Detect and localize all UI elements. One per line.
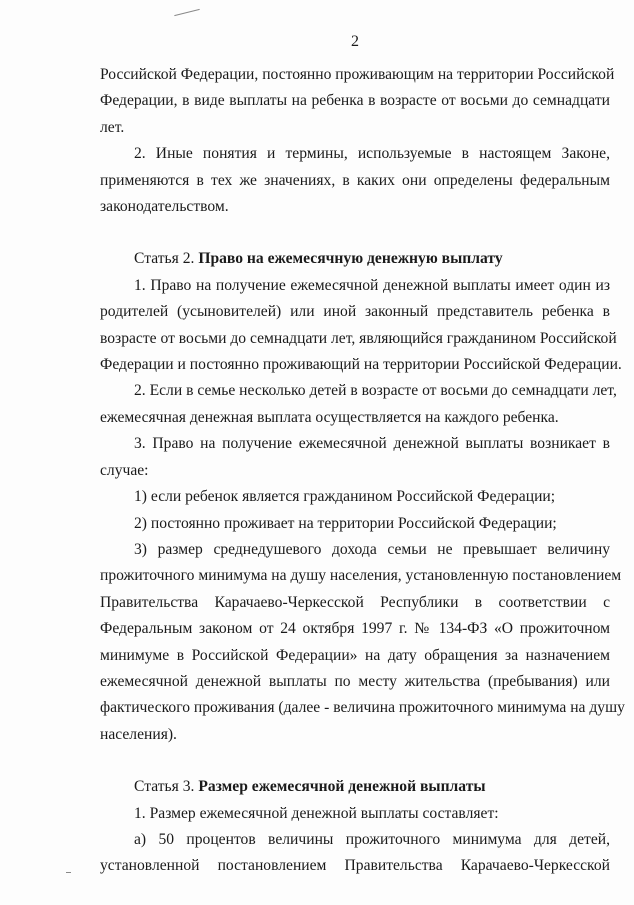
text-line: случае: <box>100 461 149 479</box>
scan-mark-top <box>174 9 199 16</box>
text-line: 2) постоянно проживает на территории Российской Федерации; <box>134 514 557 532</box>
text-line: ежемесячной денежной выплаты по месту жительства (пребывания) или <box>100 672 610 690</box>
text-line: 3. Право на получение ежемесячной денежной выплаты возникает в <box>134 435 610 453</box>
text-line: минимуме в Российской Федерации» на дату обращения за назначением <box>100 646 610 664</box>
text-line: а) 50 процентов величины прожиточного минимума для детей, <box>134 830 610 848</box>
article-2-heading <box>104 246 610 272</box>
text-line: фактического проживания (далее - величина прожиточного минимума на душу <box>100 699 625 717</box>
article-3-title: Размер ежемесячной денежной выплаты <box>198 778 486 796</box>
list-item-3 <box>100 537 625 748</box>
paragraph-article2-item3 <box>100 431 610 484</box>
text-line: лет. <box>100 118 125 136</box>
text-line: Федерации и постоянно проживающий на территории Российской Федерации. <box>100 356 622 374</box>
spacer <box>104 748 610 774</box>
article-3-prefix: Статья 3. <box>134 778 199 796</box>
paragraph-article2-item2 <box>100 378 617 431</box>
paragraph-article2-item1 <box>100 273 622 379</box>
text-line: Российской Федерации, постоянно проживающим на территории Российской <box>100 66 615 83</box>
text-line: 3) размер среднедушевого дохода семьи не превышает величину <box>134 540 610 558</box>
paragraph-article3-item1a <box>100 827 610 880</box>
article-3-heading <box>104 774 610 800</box>
text-line: возрасте от восьми до семнадцати лет, являющийся гражданином Российской <box>100 329 617 347</box>
article-2-prefix: Статья 2. <box>134 250 199 268</box>
page-number: 2 <box>351 33 359 50</box>
spacer <box>104 220 610 246</box>
text-line: законодательством. <box>100 198 229 216</box>
list-item-2 <box>104 511 610 537</box>
article-2-title: Право на ежемесячную денежную выплату <box>198 250 503 268</box>
text-line: Правительства Карачаево-Черкесской Республики в соответствии с <box>100 593 610 611</box>
text-line: применяются в тех же значениях, в каких они определены федеральным <box>100 171 610 189</box>
text-line: населения). <box>100 725 177 743</box>
paragraph-article3-item1 <box>104 801 610 827</box>
text-line: 1. Размер ежемесячной денежной выплаты составляет: <box>134 804 499 822</box>
text-line: 1. Право на получение ежемесячной денежной выплаты имеет один из <box>134 276 610 294</box>
text-line: прожиточного минимума на душу населения, установленную постановлением <box>100 567 622 585</box>
list-item-1 <box>104 484 610 510</box>
text-line: родителей (усыновителей) или иной законный представитель ребенка в <box>100 303 610 321</box>
text-line: 1) если ребенок является гражданином Российской Федерации; <box>134 488 556 506</box>
text-line: Федерации, в виде выплаты на ребенка в возрасте от восьми до семнадцати <box>100 92 610 110</box>
paragraph-article1-item2 <box>100 141 610 220</box>
text-line: ежемесячная денежная выплата осуществляется на каждого ребенка. <box>100 408 559 426</box>
document-body <box>100 62 625 880</box>
text-line: Федеральным законом от 24 октября 1997 г. № 134-ФЗ «О прожиточном <box>100 620 610 638</box>
text-line: установленной постановлением Правительства Карачаево-Черкесской <box>100 857 610 875</box>
scan-mark-bottom <box>66 872 71 873</box>
paragraph-1-continuation <box>100 62 615 141</box>
text-line: 2. Если в семье несколько детей в возрасте от восьми до семнадцати лет, <box>134 382 617 400</box>
text-line: 2. Иные понятия и термины, используемые в настоящем Законе, <box>134 145 610 163</box>
